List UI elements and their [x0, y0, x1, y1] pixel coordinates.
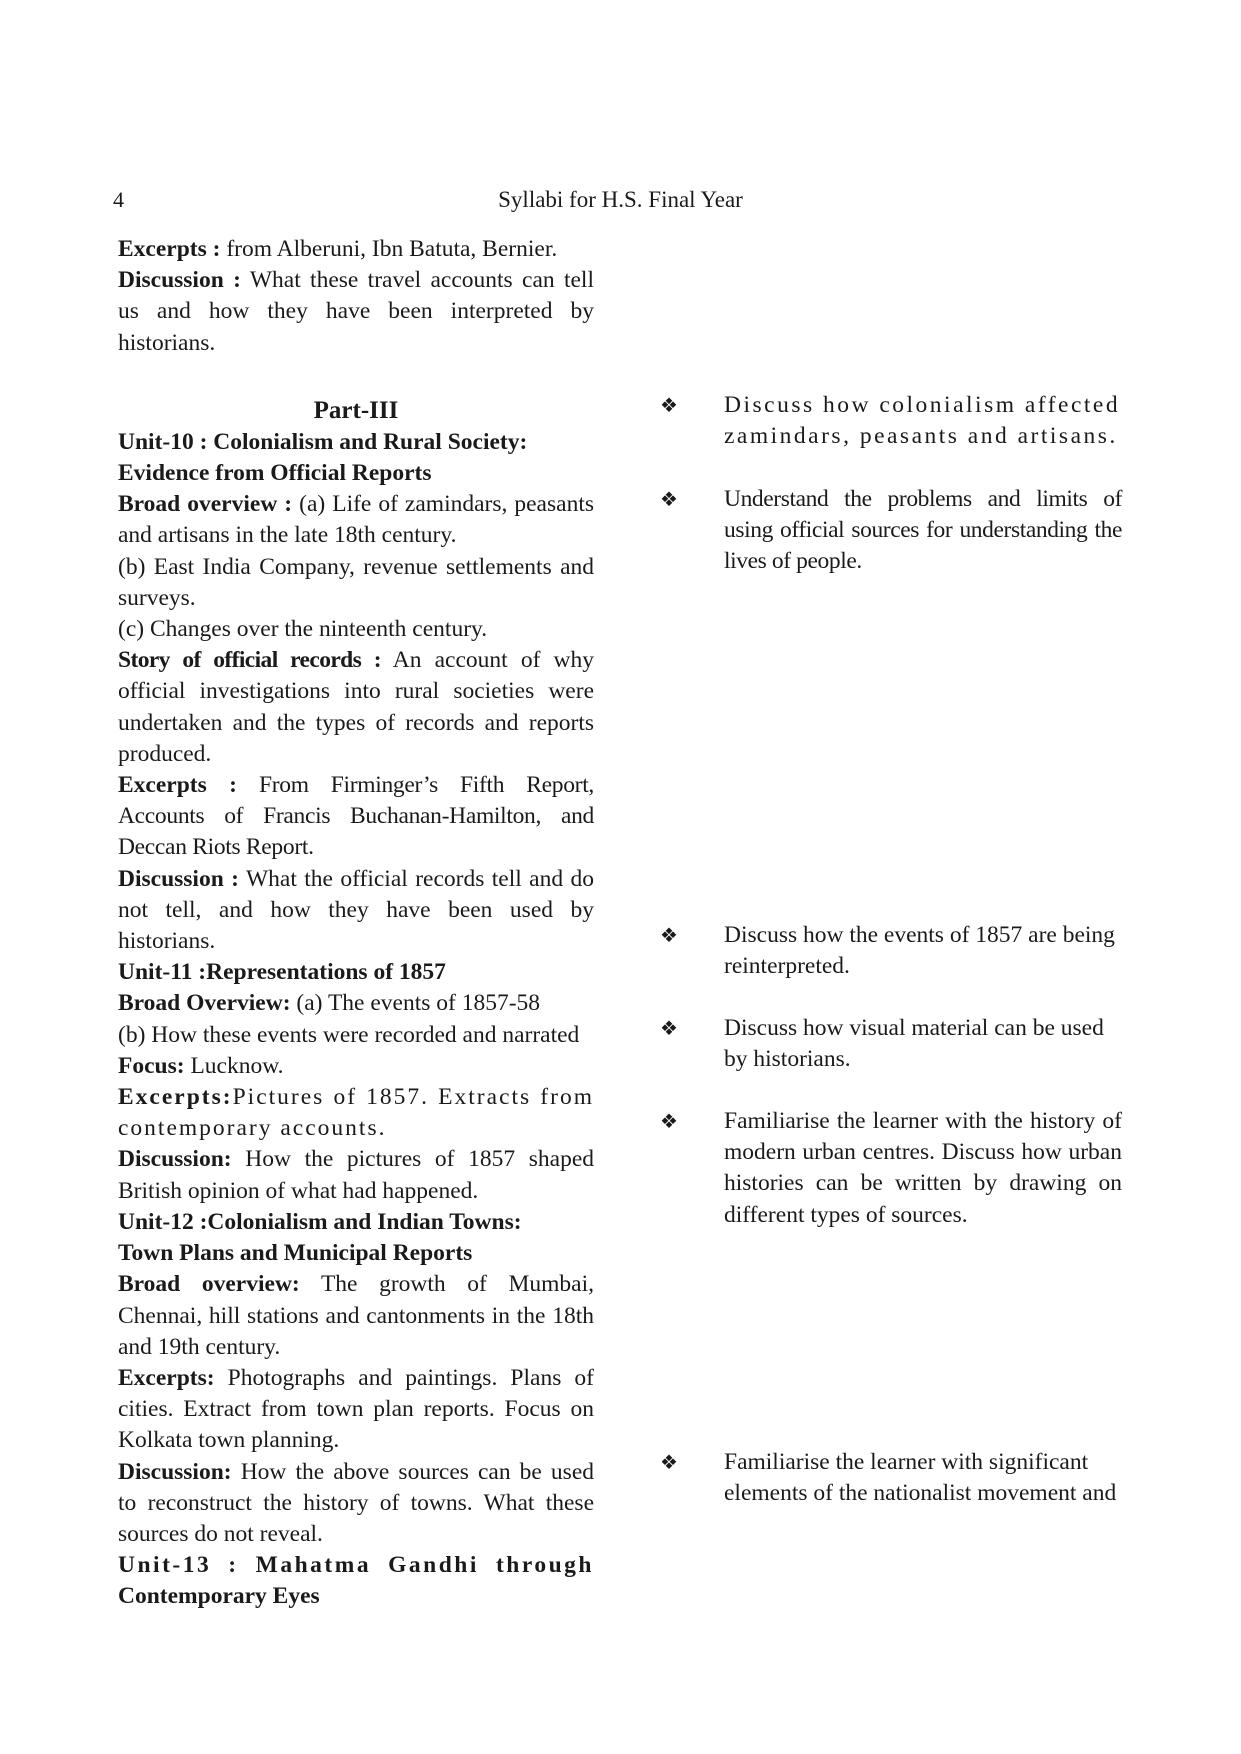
unit-12-overview — [118, 1269, 594, 1363]
overview-label: Broad overview : — [118, 491, 293, 518]
discussion-text: How the pictures of 1857 shaped British opinion of what had happened. — [118, 1146, 594, 1204]
four-diamond-bullet-icon: ❖ — [660, 1109, 678, 1133]
unit-11-heading: Unit-11 :Representations of 1857 — [118, 959, 446, 986]
unit-10-overview-b: (b) East India Company, revenue settlements and surveys. — [118, 553, 594, 611]
four-diamond-bullet-icon: ❖ — [660, 1016, 678, 1040]
excerpts-text: From Firminger’s Fifth Report, Accounts of Francis Buchanan-Hamilton, and Deccan Riots Report. — [118, 772, 594, 861]
unit-11-overview-b: (b) How these events were recorded and narrated — [118, 1021, 580, 1048]
overview-text: (a) Life of zamindars, peasants and artisans in the late 18th century. — [118, 491, 594, 549]
overview-text: (a) The events of 1857-58 — [290, 990, 541, 1017]
objective-text: Understand the problems and limits of using official sources for understanding the lives of people. — [724, 486, 1122, 575]
unit-11-excerpts — [118, 1082, 594, 1144]
excerpts-label: Excerpts : — [118, 236, 221, 262]
story-text: An account of why official investigations into rural societies were undertaken and the types of records and reports produced. — [118, 647, 594, 767]
unit-12-discussion — [118, 1457, 594, 1551]
intro-excerpts — [118, 234, 594, 265]
discussion-label: Discussion : — [118, 865, 240, 892]
unit-10-discussion — [118, 864, 594, 958]
overview-label: Broad Overview: — [118, 990, 291, 1017]
discussion-text: What the official records tell and do not tell, and how they have been used by historians. — [118, 865, 594, 955]
unit-13-subheading: Contemporary Eyes — [118, 1583, 320, 1610]
excerpts-label: Excerpts: — [118, 1364, 215, 1391]
story-label: Story of official records : — [118, 647, 381, 674]
focus-label: Focus: — [118, 1052, 185, 1079]
objective-text: Familiarise the learner with the history of modern urban centres. Discuss how urban histories can be written by drawing on different types of sources. — [724, 1108, 1122, 1228]
unit-10-excerpts — [118, 770, 594, 864]
unit-12-heading: Unit-12 :Colonialism and Indian Towns: — [118, 1208, 522, 1235]
running-header: Syllabi for H.S. Final Year — [498, 187, 743, 212]
intro-discussion — [118, 265, 594, 359]
page-number: 4 — [113, 187, 124, 212]
objective-text: Familiarise the learner with significant elements of the nationalist movement and — [724, 1449, 1117, 1507]
unit-12-subheading: Town Plans and Municipal Reports — [118, 1240, 473, 1267]
discussion-label: Discussion: — [118, 1458, 232, 1485]
four-diamond-bullet-icon: ❖ — [660, 393, 678, 417]
overview-text: The growth of Mumbai, Chennai, hill stations and cantonments in the 18th and 19th century. — [118, 1271, 594, 1360]
objective-text: Discuss how the events of 1857 are being reinterpreted. — [724, 922, 1115, 980]
unit-12-excerpts — [118, 1363, 594, 1457]
unit-10-story — [118, 645, 594, 770]
excerpts-text: Photographs and paintings. Plans of cities. Extract from town plan reports. Focus on Kolkata town planning. — [118, 1364, 594, 1454]
part-heading: Part-III — [313, 396, 399, 424]
excerpts-label: Excerpts: — [118, 1084, 233, 1111]
unit-10-overview — [118, 489, 594, 551]
unit-10-overview-c: (c) Changes over the ninteenth century. — [118, 616, 488, 643]
unit-10-heading: Unit-10 : Colonialism and Rural Society: — [118, 428, 528, 455]
four-diamond-bullet-icon: ❖ — [660, 487, 678, 511]
focus-text: Lucknow. — [184, 1052, 284, 1079]
unit-13-heading: Unit-13 : Mahatma Gandhi through — [118, 1552, 594, 1579]
discussion-label: Discussion : — [118, 267, 241, 294]
objective-text: Discuss how colonialism affected zamindars, peasants and artisans. — [724, 392, 1121, 450]
unit-11-overview — [118, 988, 594, 1019]
excerpts-label: Excerpts : — [118, 772, 237, 799]
discussion-text: What these travel accounts can tell us and how they have been interpreted by historians. — [118, 267, 594, 356]
unit-11-focus — [118, 1051, 594, 1082]
syllabus-content-column — [118, 234, 594, 1613]
four-diamond-bullet-icon: ❖ — [660, 923, 678, 947]
excerpts-text: Pictures of 1857. Extracts from contemporary accounts. — [118, 1084, 594, 1142]
unit-11-discussion — [118, 1144, 594, 1206]
objective-text: Discuss how visual material can be used by historians. — [724, 1015, 1104, 1073]
excerpts-text: from Alberuni, Ibn Batuta, Bernier. — [220, 236, 558, 262]
four-diamond-bullet-icon: ❖ — [660, 1450, 678, 1474]
discussion-text: How the above sources can be used to reconstruct the history of towns. What these sources do not reveal. — [118, 1458, 594, 1547]
unit-10-subheading: Evidence from Official Reports — [118, 460, 432, 487]
discussion-label: Discussion: — [118, 1146, 232, 1173]
overview-label: Broad overview: — [118, 1271, 300, 1298]
